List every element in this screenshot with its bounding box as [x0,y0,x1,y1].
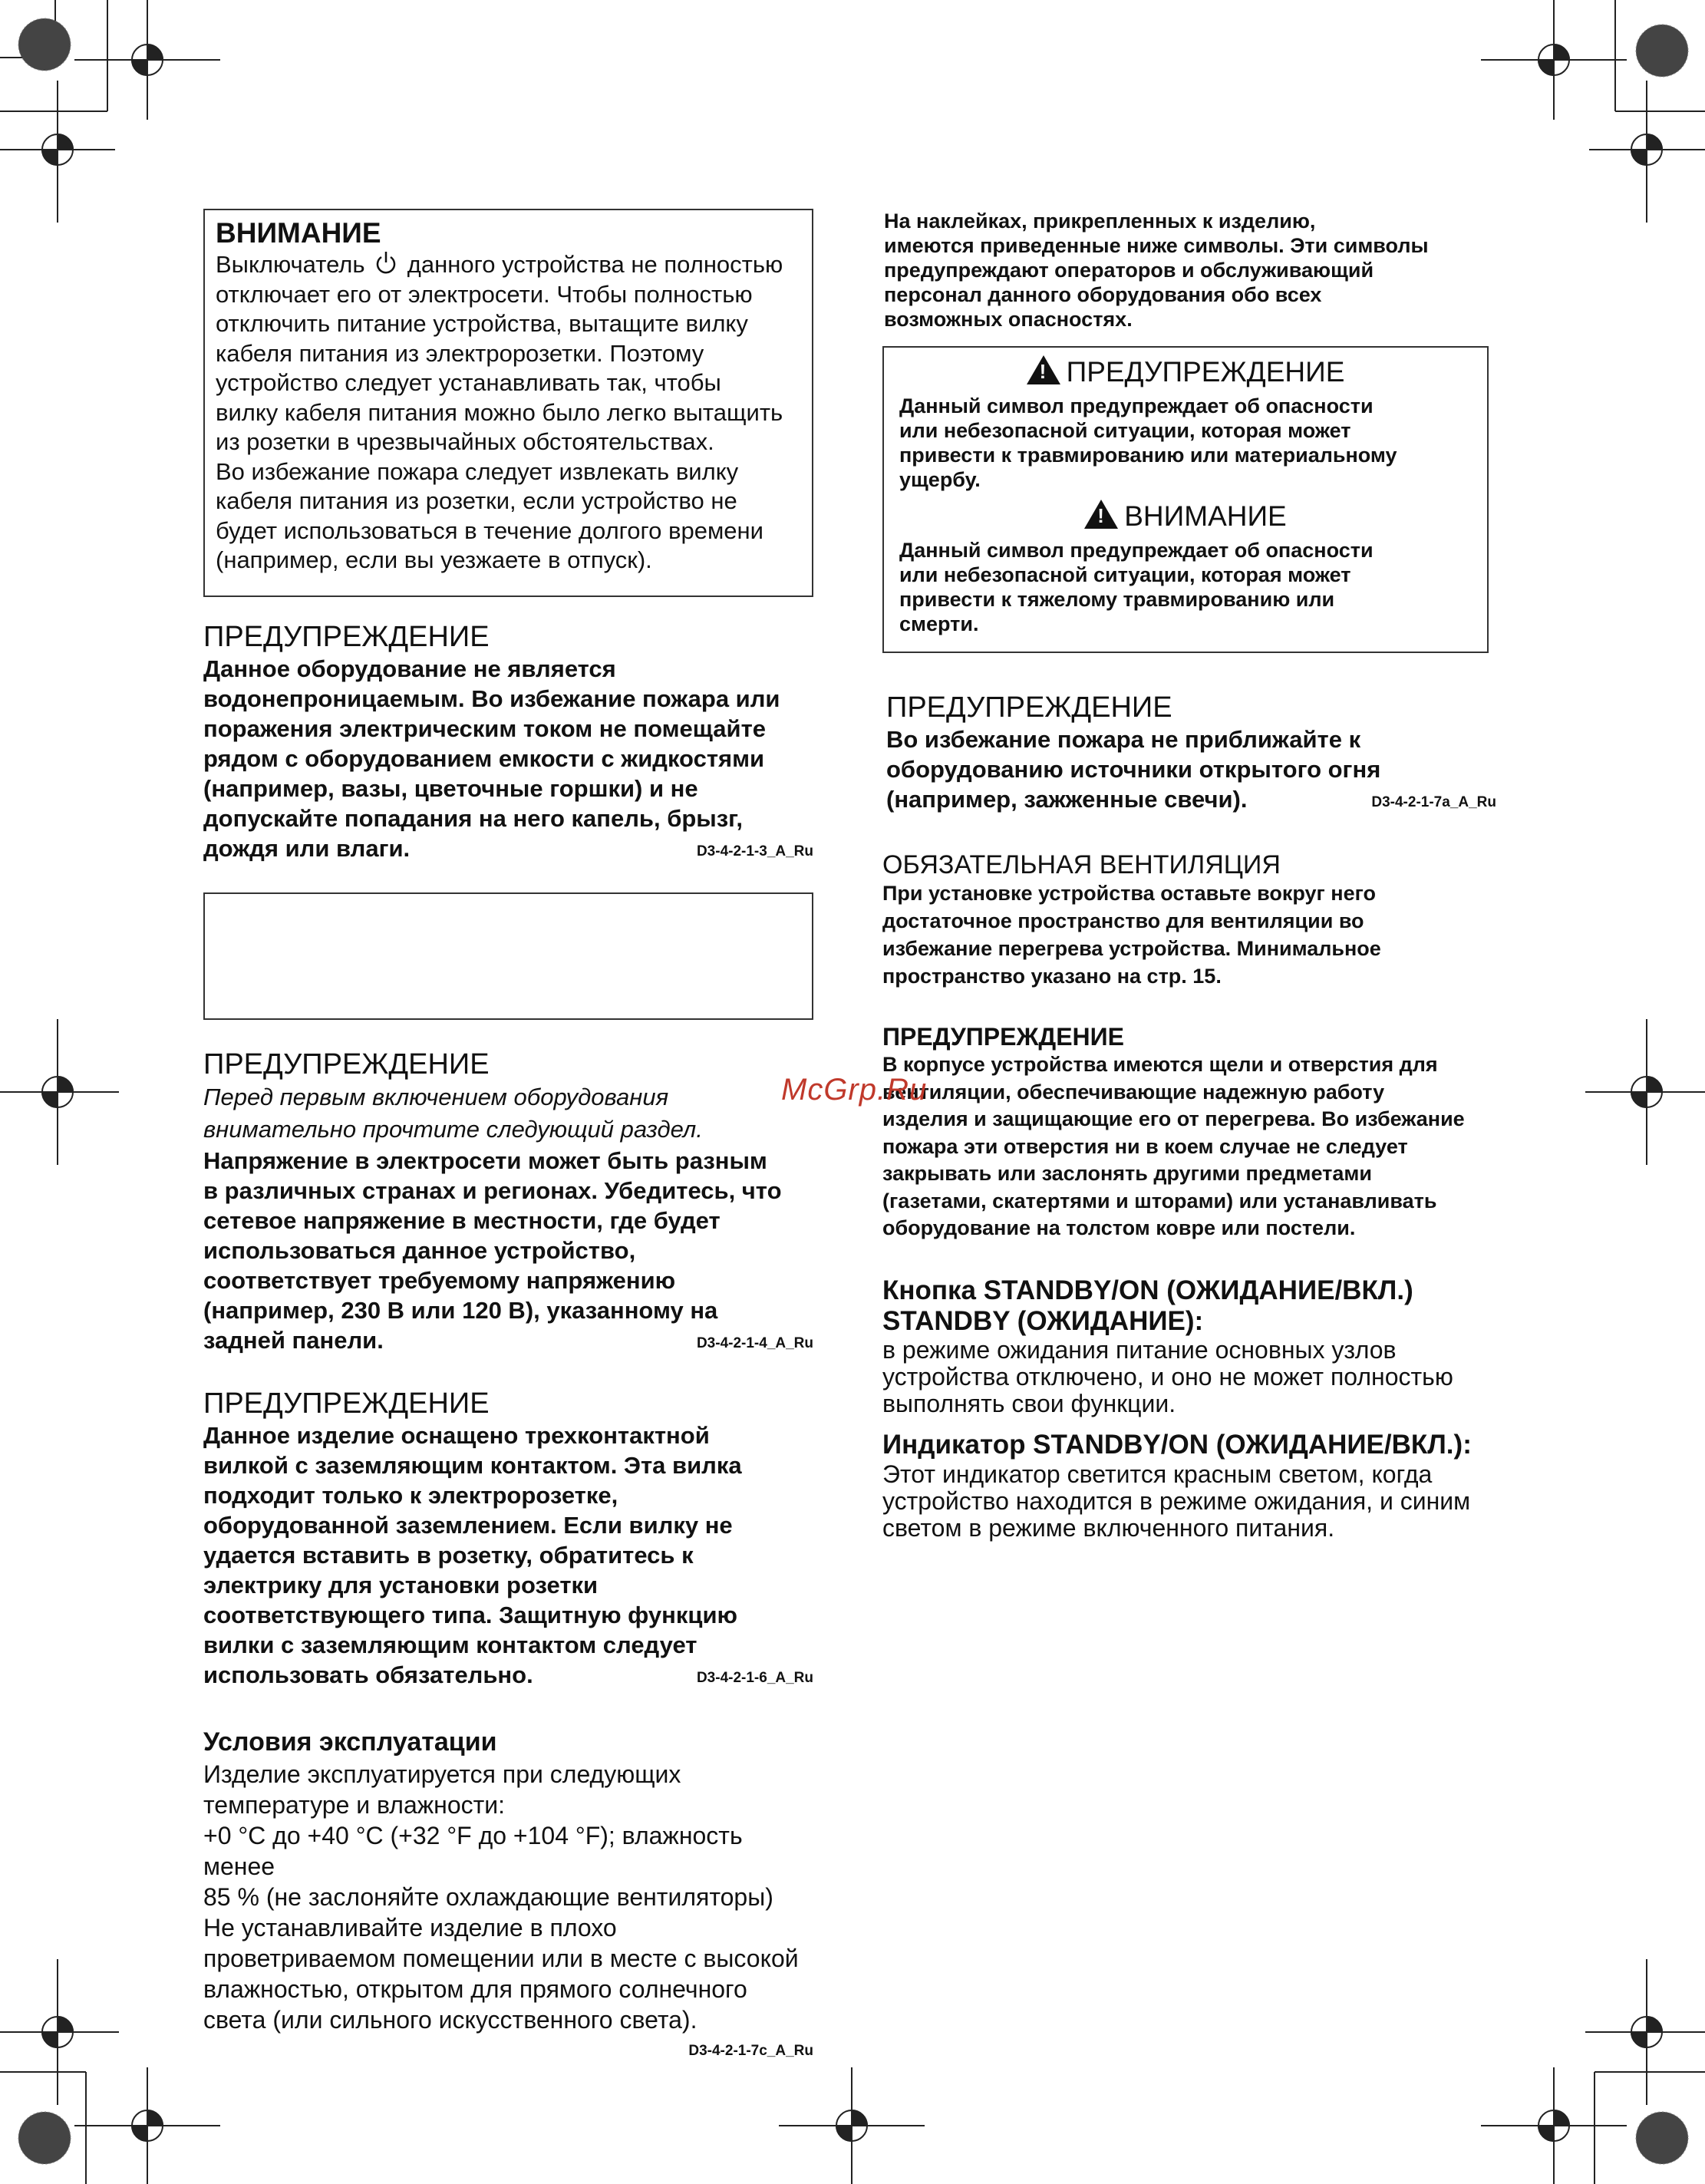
operating-conditions-title: Условия эксплуатации [203,1727,497,1757]
standby-button-section [882,1275,1519,1417]
operating-conditions-section [203,1725,813,2063]
warning-voltage-italic: Перед первым включением оборудования внимательно прочтите следующий раздел. [203,1084,703,1143]
symbol-caution-heading [899,500,1472,533]
warning-water-body: Данное оборудование не является водонепроницаемым. Во избежание пожара или поражения электрическим током не помещайте рядом с оборудованием емкости с жидкостями (например, вазы, цветочные горшки) и не допускайте попадания на него капель, брызг, дождя или влаги. [203,655,780,862]
ventilation-title: ОБЯЗАТЕЛЬНАЯ ВЕНТИЛЯЦИЯ [882,850,1281,879]
ventilation-body: При установке устройства оставьте вокруг него достаточное пространство для вентиляции во избежание перегрева устройства. Минимальное пространство указано на стр. 15. [882,882,1381,988]
warning-plug-title: ПРЕДУПРЕЖДЕНИЕ [203,1387,490,1420]
caution-first-line [216,250,801,280]
standby-button-title: Кнопка STANDBY/ON (ОЖИДАНИЕ/ВКЛ.) STANDBY (ОЖИДАНИЕ): [882,1275,1413,1336]
doc-code: D3-4-2-1-6_A_Ru [696,1670,813,1686]
caution-title: ВНИМАНИЕ [216,217,381,249]
doc-code: D3-4-2-1-7a_A_Ru [1371,794,1496,810]
caution-text-pre: Выключатель [216,251,365,278]
symbol-warning-title: ПРЕДУПРЕЖДЕНИЕ [1066,356,1345,388]
symbol-warning-text: Данный символ предупреждает об опасности или небезопасной ситуации, которая может привести к травмированию или материальному ущербу. [899,394,1397,491]
standby-indicator-section [882,1429,1519,1542]
warning-fire-title: ПРЕДУПРЕЖДЕНИЕ [886,691,1172,724]
warning-slots-title: ПРЕДУПРЕЖДЕНИЕ [882,1023,1124,1051]
warning-water-title: ПРЕДУПРЕЖДЕНИЕ [203,621,490,653]
standby-indicator-body: Этот индикатор светится красным светом, когда устройство находится в режиме ожидания, и синим светом в режиме включенного питания. [882,1460,1471,1542]
warning-fire-section [886,691,1496,814]
warning-triangle-icon [1027,355,1060,384]
watermark: McGrp.Ru [781,1073,928,1107]
symbol-caution-title: ВНИМАНИЕ [1124,500,1287,532]
doc-code: D3-4-2-1-7c_A_Ru [688,2043,813,2059]
warning-voltage-section [203,1047,813,1355]
warning-slots-section [882,1022,1519,1242]
warning-fire-body: Во избежание пожара не приближайте к оборудованию источники открытого огня (например, зажженные свечи). [886,726,1381,813]
symbols-box [882,346,1489,653]
standby-button-body: в режиме ожидания питание основных узлов устройства отключено, и оно не может полностью выполнять свои функции. [882,1336,1453,1417]
warning-plug-section [203,1387,813,1690]
standby-indicator-title: Индикатор STANDBY/ON (ОЖИДАНИЕ/ВКЛ.): [882,1430,1472,1460]
operating-conditions-body: Изделие эксплуатируется при следующих температуре и влажности: +0 °C до +40 °C (+32 °F до +104 °F); влажность менее 85 % (не заслоняйте охлаждающие вентиляторы) Не устанавливайте изделие в плохо проветриваемом помещении или в месте с высокой влажностью, открытом для прямого солнечного света (или сильного искусственного света). [203,1760,799,2034]
empty-box [203,892,813,1020]
caution-text-post: данного устройства не полностью [407,251,783,278]
power-icon [374,251,397,274]
warning-water-section [203,620,813,863]
labels-intro: На наклейках, прикрепленных к изделию, имеются приведенные ниже символы. Эти символы предупреждают операторов и обслуживающий персонал данного оборудования обо всех возможных опасностях. [884,209,1429,331]
warning-voltage-title: ПРЕДУПРЕЖДЕНИЕ [203,1048,490,1080]
symbol-warning-heading [899,355,1472,389]
warning-voltage-body: Напряжение в электросети может быть разным в различных странах и регионах. Убедитесь, что сетевое напряжение в местности, где будет использоваться данное устройство, соответствует требуемому напряжению (например, 230 В или 120 В), указанному на задней панели. [203,1147,782,1354]
caution-box [203,209,813,597]
warning-triangle-icon [1084,500,1118,529]
doc-code: D3-4-2-1-4_A_Ru [696,1335,813,1351]
warning-slots-body: В корпусе устройства имеются щели и отверстия для вентиляции, обеспечивающие надежную работу изделия и защищающие его от перегрева. Во избежание пожара эти отверстия ни в коем случае не следует закрывать или заслонять другими предметами (газетами, скатертями и шторами) или устанавливать оборудование на толстом ковре или постели. [882,1053,1465,1239]
symbol-caution-text: Данный символ предупреждает об опасности или небезопасной ситуации, которая может привести к тяжелому травмированию или смерти. [899,539,1374,635]
ventilation-section [882,850,1519,990]
caution-text-rest: отключает его от электросети. Чтобы полностью отключить питание устройства, вытащите вилку кабеля питания из электророзетки. Поэтому устройство следует устанавливать так, чтобы вилку кабеля питания можно было легко вытащить из розетки в чрезвычайных обстоятельствах. Во избежание пожара следует извлекать вилку кабеля питания из розетки, если устройство не будет использоваться в течение долгого времени (например, если вы уезжаете в отпуск). [216,280,783,573]
warning-plug-body: Данное изделие оснащено трехконтактной вилкой с заземляющим контактом. Эта вилка подходит только к электророзетке, оборудованной заземлением. Если вилку не удается вставить в розетку, обратитесь к электрику для установки розетки соответствующего типа. Защитную функцию вилки с заземляющим контактом следует использовать обязательно. [203,1422,742,1688]
doc-code: D3-4-2-1-3_A_Ru [696,843,813,859]
